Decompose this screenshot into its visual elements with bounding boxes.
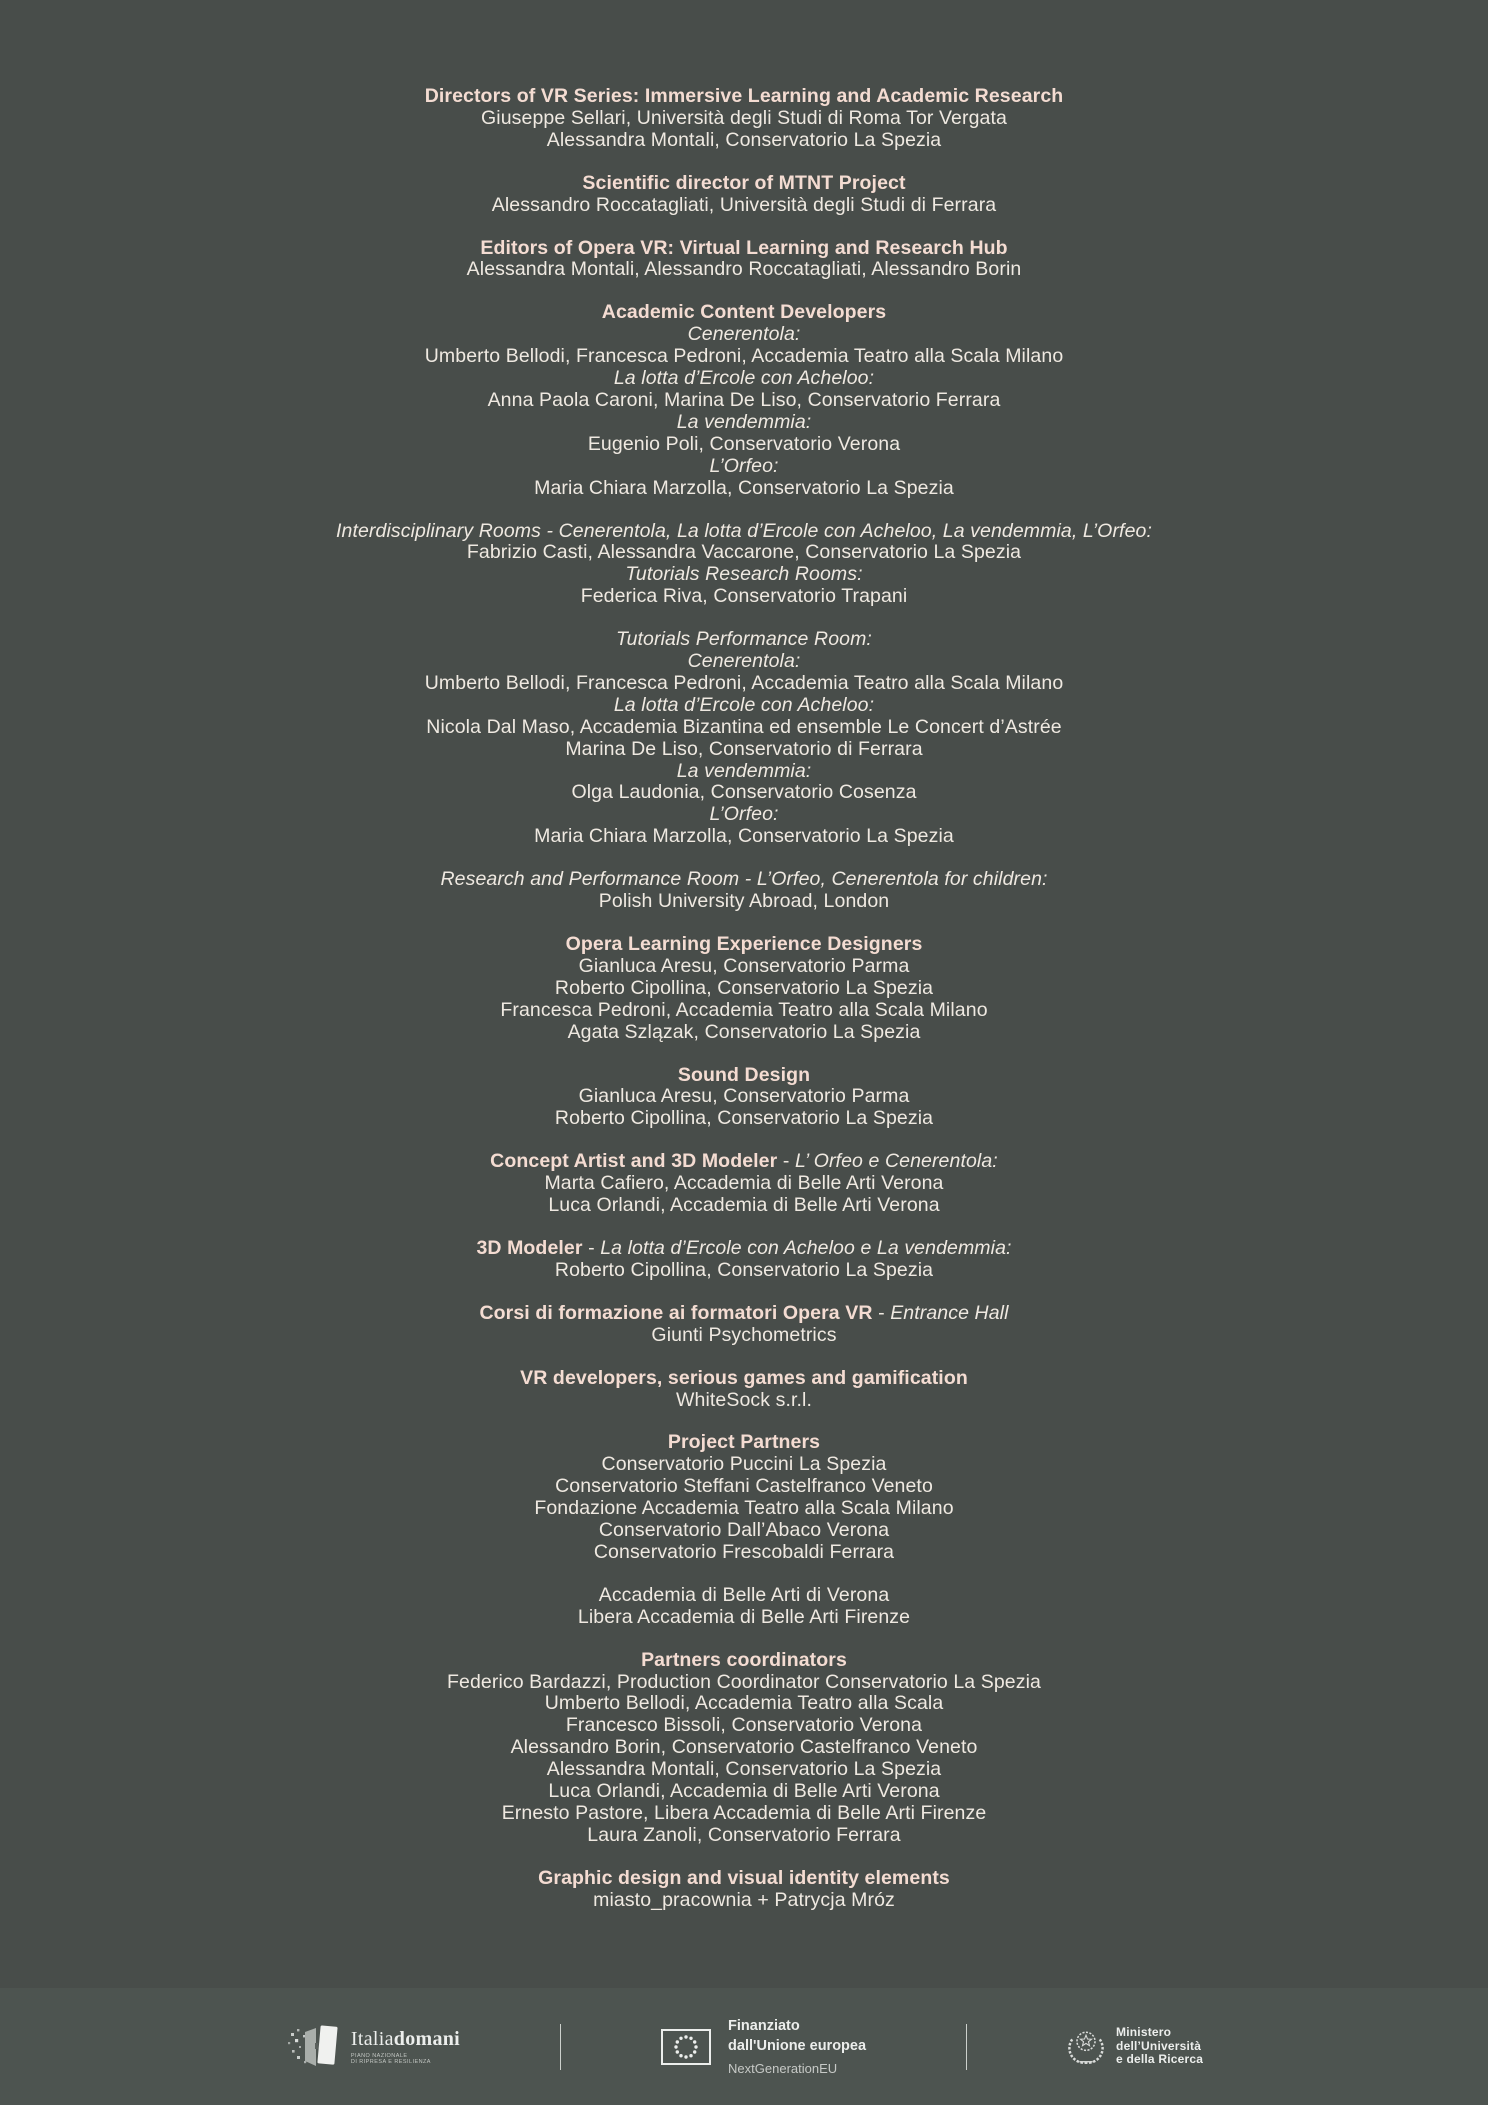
- footer-divider: [966, 2024, 967, 2070]
- credit-line: Luca Orlandi, Accademia di Belle Arti Verona: [548, 1194, 940, 1217]
- role-label: Tutorials Research Rooms:: [625, 563, 863, 586]
- credit-line: Francesco Bissoli, Conservatorio Verona: [565, 1714, 923, 1737]
- credit-section: [0, 1868, 1488, 1912]
- ministry-label: Ministero dell’Università e della Ricerca: [1116, 2025, 1204, 2067]
- ministry-logo: [1067, 2026, 1203, 2067]
- credit-line: Giunti Psychometrics: [651, 1323, 837, 1346]
- section-heading: Opera Learning Experience Designers: [565, 933, 923, 955]
- credit-line: Nicola Dal Maso, Accademia Bizantina ed ensemble Le Concert d’Astrée: [426, 715, 1062, 738]
- credit-line: Olga Laudonia, Conservatorio Cosenza: [571, 781, 917, 804]
- credit-section: [0, 1432, 1488, 1563]
- credit-section: [0, 1303, 1488, 1347]
- section-heading: [0, 1151, 1488, 1173]
- role-label: L’Orfeo:: [709, 803, 779, 826]
- credit-line: Fabrizio Casti, Alessandra Vaccarone, Conservatorio La Spezia: [466, 541, 1022, 564]
- credit-line: Eugenio Poli, Conservatorio Verona: [587, 432, 901, 455]
- section-heading: Graphic design and visual identity elements: [538, 1866, 950, 1889]
- credit-line: Umberto Bellodi, Accademia Teatro alla Scala: [544, 1692, 944, 1715]
- credit-line: Gianluca Aresu, Conservatorio Parma: [578, 1085, 910, 1108]
- role-text: La lotta d’Ercole con Acheloo e La vendemmia:: [600, 1236, 1012, 1259]
- credit-line: Conservatorio Dall’Abaco Verona: [598, 1519, 890, 1542]
- role-label: Cenerentola:: [687, 650, 801, 673]
- credit-line: Maria Chiara Marzolla, Conservatorio La Spezia: [534, 476, 954, 499]
- credit-line: Giuseppe Sellari, Università degli Studi di Roma Tor Vergata: [481, 106, 1007, 129]
- credit-line: Conservatorio Steffani Castelfranco Veneto: [555, 1475, 933, 1498]
- credit-section: [0, 629, 1488, 848]
- credit-line: Libera Accademia di Belle Arti Firenze: [577, 1605, 911, 1628]
- section-heading: Sound Design: [677, 1063, 811, 1086]
- role-text: -: [872, 1301, 891, 1324]
- credit-line: Alessandra Montali, Conservatorio La Spezia: [546, 128, 942, 151]
- role-text: -: [582, 1236, 601, 1259]
- eu-funding-logo: [661, 2016, 866, 2077]
- credit-line: Roberto Cipollina, Conservatorio La Spezia: [554, 976, 934, 999]
- role-label: L’Orfeo:: [709, 454, 779, 477]
- credit-line: Gianluca Aresu, Conservatorio Parma: [578, 954, 910, 977]
- section-heading: Editors of Opera VR: Virtual Learning and Research Hub: [480, 236, 1008, 259]
- section-heading: Project Partners: [667, 1431, 821, 1454]
- credit-line: Alessandra Montali, Conservatorio La Spezia: [546, 1758, 942, 1781]
- role-label: La lotta d’Ercole con Acheloo:: [613, 693, 875, 716]
- section-heading: Scientific director of MTNT Project: [582, 171, 906, 194]
- role-text: L’ Orfeo e Cenerentola:: [794, 1150, 998, 1173]
- credit-line: Roberto Cipollina, Conservatorio La Spezia: [554, 1107, 934, 1130]
- section-heading: [0, 1303, 1488, 1325]
- credit-section: [0, 1238, 1488, 1282]
- credit-section: [0, 934, 1488, 1044]
- heading-text: Concept Artist and 3D Modeler: [490, 1150, 778, 1173]
- credits-list: [0, 86, 1488, 1933]
- section-heading: [0, 1238, 1488, 1260]
- role-label: Cenerentola:: [687, 323, 801, 346]
- credit-line: Umberto Bellodi, Francesca Pedroni, Accademia Teatro alla Scala Milano: [424, 671, 1064, 694]
- eu-funding-line1: Finanziato: [728, 2018, 800, 2034]
- credit-line: Polish University Abroad, London: [598, 890, 890, 913]
- section-heading: Academic Content Developers: [601, 301, 887, 324]
- role-label: La vendemmia:: [676, 759, 812, 782]
- credit-line: Alessandra Montali, Alessandro Roccatagliati, Alessandro Borin: [466, 258, 1022, 281]
- credit-section: [0, 1650, 1488, 1847]
- credit-line: Roberto Cipollina, Conservatorio La Spezia: [554, 1258, 934, 1281]
- italiadomani-doors-icon: [285, 2023, 343, 2071]
- credit-line: Luca Orlandi, Accademia di Belle Arti Verona: [548, 1780, 940, 1803]
- footer-divider: [560, 2024, 561, 2070]
- credit-section: [0, 86, 1488, 152]
- credit-line: Agata Szlązak, Conservatorio La Spezia: [567, 1020, 921, 1043]
- eu-flag-icon: [661, 2029, 711, 2065]
- credit-section: [0, 173, 1488, 217]
- italiadomani-logo: [285, 2023, 460, 2071]
- credit-line: Alessandro Borin, Conservatorio Castelfranco Veneto: [510, 1736, 978, 1759]
- heading-text: 3D Modeler: [476, 1236, 583, 1259]
- credit-line: Conservatorio Puccini La Spezia: [601, 1453, 887, 1476]
- role-text: Entrance Hall: [890, 1301, 1009, 1324]
- italian-republic-emblem-icon: [1067, 2027, 1105, 2067]
- credit-section: [0, 1151, 1488, 1217]
- heading-text: Corsi di formazione ai formatori Opera VR: [479, 1301, 873, 1324]
- section-heading: Directors of VR Series: Immersive Learning and Academic Research: [424, 85, 1064, 107]
- credit-section: [0, 238, 1488, 282]
- credit-section: [0, 1065, 1488, 1131]
- credit-line: Accademia di Belle Arti di Verona: [598, 1583, 890, 1606]
- credit-section: [0, 869, 1488, 913]
- credit-line: Marta Cafiero, Accademia di Belle Arti Verona: [544, 1172, 944, 1195]
- credit-line: Federico Bardazzi, Production Coordinator Conservatorio La Spezia: [447, 1670, 1041, 1693]
- credit-line: Francesca Pedroni, Accademia Teatro alla Scala Milano: [500, 998, 988, 1021]
- role-label: Research and Performance Room - L’Orfeo, Cenerentola for children:: [440, 868, 1048, 891]
- credit-line: Conservatorio Frescobaldi Ferrara: [593, 1540, 895, 1563]
- credit-line: Laura Zanoli, Conservatorio Ferrara: [587, 1823, 901, 1846]
- credit-section: [0, 521, 1488, 609]
- eu-funding-line2: dall'Unione europea: [728, 2038, 867, 2054]
- role-label: Tutorials Performance Room:: [616, 628, 872, 651]
- credit-line: Federica Riva, Conservatorio Trapani: [580, 585, 908, 608]
- section-heading: VR developers, serious games and gamification: [520, 1366, 968, 1389]
- italiadomani-wordmark: Italiadomani: [350, 2027, 461, 2050]
- credit-section: [0, 302, 1488, 499]
- role-label: La vendemmia:: [676, 410, 812, 433]
- credit-line: Anna Paola Caroni, Marina De Liso, Conservatorio Ferrara: [487, 388, 1001, 411]
- role-label: Interdisciplinary Rooms - Cenerentola, La lotta d’Ercole con Acheloo, La vendemmia, L’Orfeo:: [336, 519, 1152, 542]
- credit-line: Alessandro Roccatagliati, Università degli Studi di Ferrara: [491, 193, 997, 216]
- credit-line: Marina De Liso, Conservatorio di Ferrara: [565, 737, 923, 760]
- footer-logo-strip: [0, 1988, 1488, 2105]
- section-heading: Partners coordinators: [641, 1648, 847, 1671]
- credit-section: [0, 1585, 1488, 1629]
- credit-line: miasto_pracownia + Patrycja Mróz: [593, 1888, 895, 1911]
- credit-section: [0, 1368, 1488, 1412]
- role-text: -: [777, 1150, 795, 1173]
- credit-line: Ernesto Pastore, Libera Accademia di Belle Arti Firenze: [501, 1802, 987, 1824]
- credit-line: Umberto Bellodi, Francesca Pedroni, Accademia Teatro alla Scala Milano: [424, 345, 1064, 368]
- credit-line: Fondazione Accademia Teatro alla Scala Milano: [534, 1497, 954, 1520]
- eu-nextgeneration-label: NextGenerationEU: [728, 2061, 838, 2076]
- italiadomani-subtitle: PIANO NAZIONALE DI RIPRESA E RESILIENZA: [350, 2052, 431, 2065]
- credit-line: WhiteSock s.r.l.: [676, 1388, 812, 1411]
- credit-line: Maria Chiara Marzolla, Conservatorio La Spezia: [534, 825, 954, 848]
- role-label: La lotta d’Ercole con Acheloo:: [613, 367, 875, 390]
